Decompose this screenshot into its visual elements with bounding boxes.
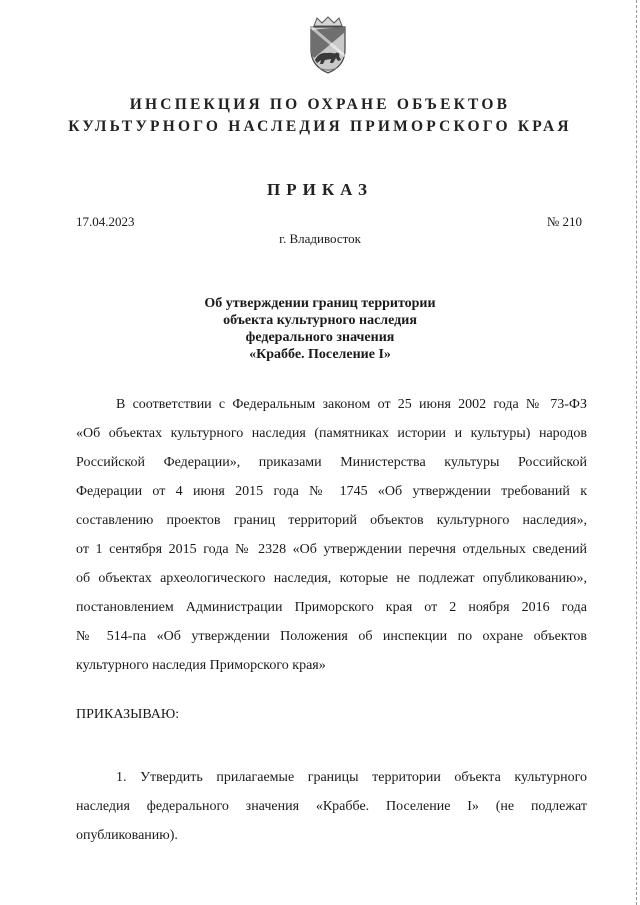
order-number: № 210 (546, 214, 582, 229)
primorsky-krai-coat-of-arms-icon (301, 16, 355, 76)
organization-name-line-2: КУЛЬТУРНОГО НАСЛЕДИЯ ПРИМОРСКОГО КРАЯ (68, 118, 572, 135)
subject-line: Об утверждении границ территории (204, 296, 436, 311)
item-line: наследия федерального значения «Краббе. Поселение I» (не подлежат (76, 799, 587, 814)
preamble-line: «Об объектах культурного наследия (памятниках истории и культуры) народов (76, 426, 587, 441)
item-line: 1. Утвердить прилагаемые границы территории объекта культурного (116, 770, 587, 785)
preamble-line: № 514-па «Об утверждении Положения об инспекции по охране объектов (76, 629, 587, 644)
order-subject (0, 295, 640, 363)
preamble-line: Федерации от 4 июня 2015 года № 1745 «Об утверждении требований к (76, 484, 587, 499)
preamble-line: составлению проектов границ территорий объектов культурного наследия», (76, 513, 587, 528)
document-title: ПРИКАЗ (267, 180, 373, 199)
command-heading: ПРИКАЗЫВАЮ: (76, 707, 180, 722)
preamble-line: постановлением Администрации Приморского края от 2 ноября 2016 года (76, 600, 587, 615)
subject-line: объекта культурного наследия (223, 313, 417, 328)
item-line: опубликованию). (76, 828, 178, 843)
preamble-line: Российской Федерации», приказами Министерства культуры Российской (76, 455, 587, 470)
subject-line: федерального значения (245, 330, 395, 345)
organization-name-line-1: ИНСПЕКЦИЯ ПО ОХРАНЕ ОБЪЕКТОВ (129, 96, 511, 113)
order-date: 17.04.2023 (76, 214, 135, 229)
preamble-line: от 1 сентября 2015 года № 2328 «Об утверждении перечня отдельных сведений (76, 542, 587, 557)
preamble-line: об объектах археологического наследия, которые не подлежат опубликованию», (76, 571, 587, 586)
order-city: г. Владивосток (279, 231, 361, 246)
preamble-line: В соответствии с Федеральным законом от 25 июня 2002 года № 73-ФЗ (116, 397, 587, 412)
preamble-line: культурного наследия Приморского края» (76, 658, 326, 673)
subject-line: «Краббе. Поселение I» (249, 347, 391, 362)
